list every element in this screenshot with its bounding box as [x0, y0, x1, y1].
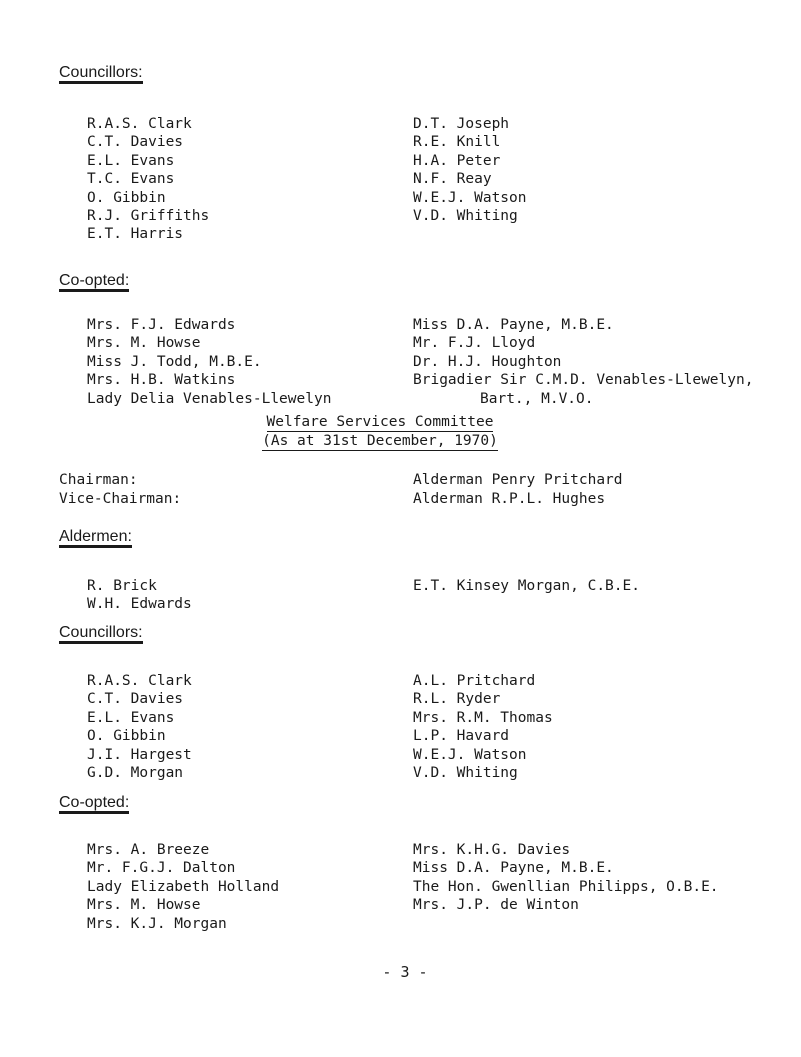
vice-chairman-value: Alderman R.P.L. Hughes: [413, 491, 606, 507]
list-item: G.D. Morgan: [87, 764, 184, 781]
list-item: Mrs. J.P. de Winton: [413, 897, 579, 914]
list-item: Bart., M.V.O.: [480, 390, 594, 407]
chairman-label: Chairman:: [59, 472, 138, 488]
committee-title-block: [200, 414, 560, 451]
list-item: W.E.J. Watson: [413, 189, 527, 206]
list-item: R.E. Knill: [413, 134, 501, 151]
list-item: E.L. Evans: [87, 709, 175, 726]
coopted-list-left-2: [87, 841, 279, 933]
aldermen-list-right: [413, 577, 640, 595]
list-item: E.T. Kinsey Morgan, C.B.E.: [413, 578, 640, 594]
aldermen-heading: Aldermen:: [59, 528, 132, 548]
list-item: R.A.S. Clark: [87, 673, 192, 689]
list-item: Miss J. Todd, M.B.E.: [87, 353, 262, 370]
list-item: E.T. Harris: [87, 226, 184, 243]
coopted-heading-1: Co-opted:: [59, 272, 129, 292]
list-item: Miss D.A. Payne, M.B.E.: [413, 860, 614, 877]
list-item: J.I. Hargest: [87, 746, 192, 763]
list-item: O. Gibbin: [87, 189, 166, 206]
coopted-list-right-1: [413, 316, 753, 408]
list-item: D.T. Joseph: [413, 116, 510, 132]
list-item: V.D. Whiting: [413, 207, 518, 224]
list-item: Mrs. M. Howse: [87, 897, 201, 914]
page-number: - 3 -: [382, 963, 428, 981]
list-item: Miss D.A. Payne, M.B.E.: [413, 317, 614, 333]
councillors-heading-2: Councillors:: [59, 624, 143, 644]
list-item: Mrs. H.B. Watkins: [87, 372, 236, 389]
list-item: The Hon. Gwenllian Philipps, O.B.E.: [413, 878, 719, 895]
coopted-list-left-1: [87, 316, 331, 408]
coopted-heading-2: Co-opted:: [59, 794, 129, 814]
councillors-list-right-1: [413, 115, 527, 225]
list-item: R.A.S. Clark: [87, 116, 192, 132]
list-item: Mrs. K.J. Morgan: [87, 915, 227, 932]
list-item: Mr. F.J. Lloyd: [413, 335, 536, 352]
list-item: R.L. Ryder: [413, 691, 501, 708]
list-item: R. Brick: [87, 578, 157, 594]
coopted-list-right-2: [413, 841, 719, 915]
councillors-list-right-2: [413, 672, 553, 782]
councillors-heading-1: Councillors:: [59, 64, 143, 84]
list-item: Mr. F.G.J. Dalton: [87, 860, 236, 877]
list-item: Dr. H.J. Houghton: [413, 353, 562, 370]
list-item: E.L. Evans: [87, 152, 175, 169]
list-item: W.H. Edwards: [87, 596, 192, 613]
committee-title: Welfare Services Committee: [266, 414, 494, 430]
list-item: H.A. Peter: [413, 152, 501, 169]
vice-chairman-label: Vice-Chairman:: [59, 491, 182, 507]
aldermen-list-left: [87, 577, 192, 614]
list-item: R.J. Griffiths: [87, 207, 210, 224]
chairman-value: Alderman Penry Pritchard: [413, 472, 623, 488]
list-item: C.T. Davies: [87, 134, 184, 151]
list-item: A.L. Pritchard: [413, 673, 536, 689]
list-item: C.T. Davies: [87, 691, 184, 708]
councillors-list-left-2: [87, 672, 192, 782]
list-item: Mrs. K.H.G. Davies: [413, 842, 571, 858]
list-item: Mrs. F.J. Edwards: [87, 317, 236, 333]
list-item: N.F. Reay: [413, 171, 492, 188]
list-item: Mrs. M. Howse: [87, 335, 201, 352]
list-item: Mrs. A. Breeze: [87, 842, 210, 858]
list-item: V.D. Whiting: [413, 764, 518, 781]
councillors-list-left-1: [87, 115, 209, 244]
list-item: Lady Delia Venables-Llewelyn: [87, 390, 332, 407]
list-item: W.E.J. Watson: [413, 746, 527, 763]
list-item: Brigadier Sir C.M.D. Venables-Llewelyn,: [413, 372, 754, 389]
list-item: Lady Elizabeth Holland: [87, 878, 280, 895]
list-item: O. Gibbin: [87, 728, 166, 745]
list-item: L.P. Havard: [413, 728, 510, 745]
committee-subtitle: (As at 31st December, 1970): [262, 433, 498, 449]
list-item: T.C. Evans: [87, 171, 175, 188]
list-item: Mrs. R.M. Thomas: [413, 709, 553, 726]
